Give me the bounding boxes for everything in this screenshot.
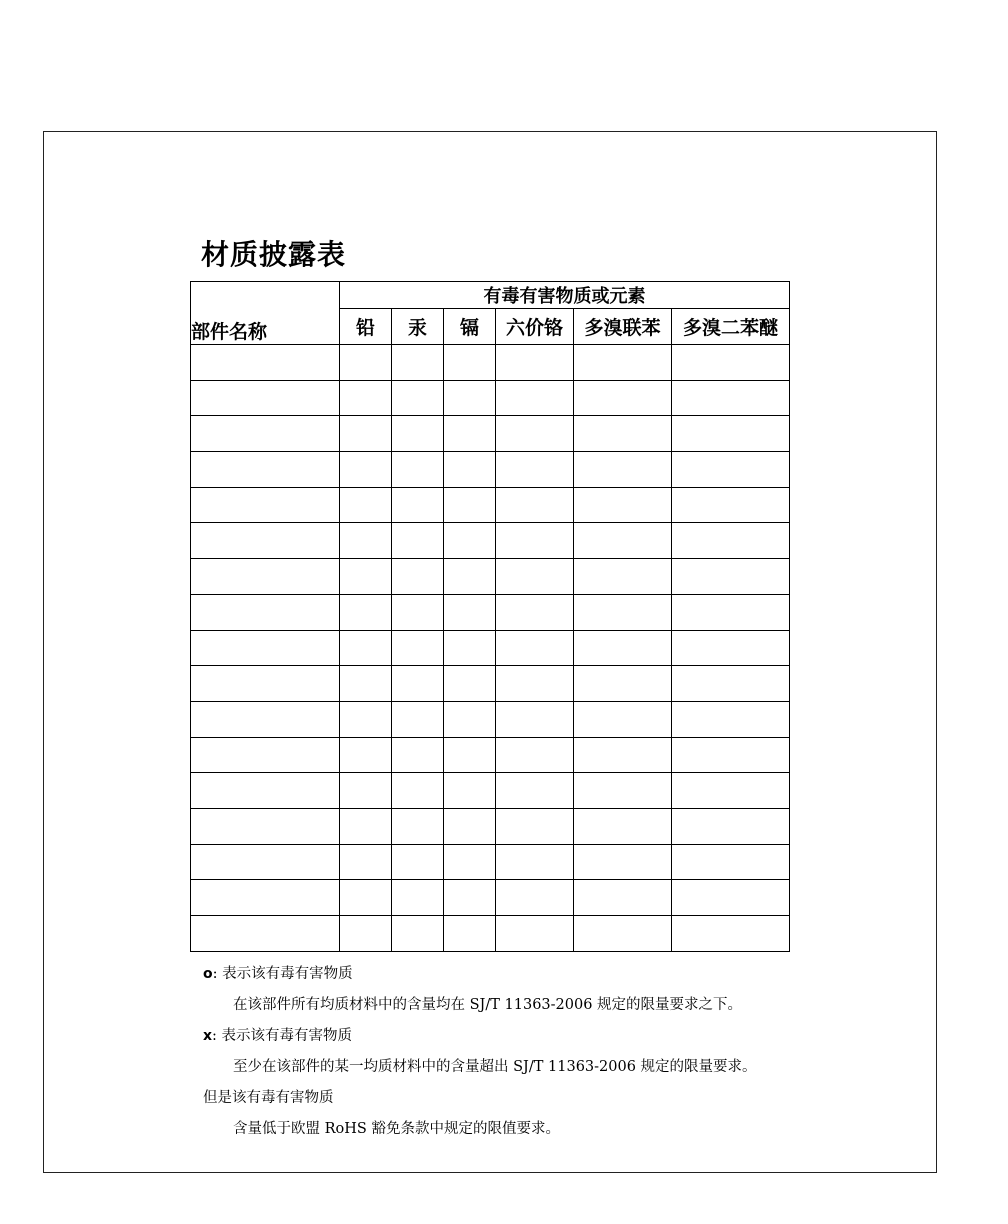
table-row: [191, 523, 790, 559]
part-name-cell: [191, 737, 340, 773]
substance-cell: [672, 844, 790, 880]
table-row: [191, 380, 790, 416]
substance-cell: [444, 880, 496, 916]
part-name-cell: [191, 844, 340, 880]
substance-cell: [574, 345, 672, 381]
part-name-cell: [191, 808, 340, 844]
substance-cell: [574, 487, 672, 523]
substance-cell: [392, 523, 444, 559]
substance-cell: [392, 630, 444, 666]
substance-cell: [392, 808, 444, 844]
note-x: [203, 1026, 757, 1057]
part-name-cell: [191, 523, 340, 559]
substance-cell: [496, 380, 574, 416]
part-name-cell: [191, 666, 340, 702]
substance-cell: [496, 880, 574, 916]
substance-cell: [444, 345, 496, 381]
substance-cell: [496, 594, 574, 630]
substance-cell: [574, 666, 672, 702]
substance-cell: [392, 594, 444, 630]
substance-header-mercury: 汞: [392, 309, 444, 345]
substance-cell: [574, 773, 672, 809]
substance-cell: [392, 916, 444, 952]
substance-cell: [392, 737, 444, 773]
substance-cell: [672, 523, 790, 559]
part-name-cell: [191, 452, 340, 488]
table-row: [191, 880, 790, 916]
substance-header-pbde: 多溴二苯醚: [672, 309, 790, 345]
substance-cell: [496, 452, 574, 488]
substance-cell: [496, 737, 574, 773]
notes-section: [203, 964, 757, 1150]
substance-cell: [672, 916, 790, 952]
substance-cell: [672, 773, 790, 809]
substance-cell: [672, 452, 790, 488]
substance-header-hexavalent-chromium: 六价铬: [496, 309, 574, 345]
substance-cell: [340, 630, 392, 666]
table-row: [191, 345, 790, 381]
table-row: [191, 916, 790, 952]
part-name-cell: [191, 487, 340, 523]
substance-cell: [444, 559, 496, 595]
substance-cell: [340, 880, 392, 916]
substance-cell: [574, 916, 672, 952]
substance-cell: [672, 345, 790, 381]
substance-cell: [574, 380, 672, 416]
substance-cell: [574, 880, 672, 916]
substance-cell: [444, 630, 496, 666]
substance-cell: [496, 523, 574, 559]
substance-cell: [444, 773, 496, 809]
substance-cell: [574, 523, 672, 559]
substance-cell: [496, 630, 574, 666]
substance-cell: [496, 666, 574, 702]
substance-cell: [444, 594, 496, 630]
table-row: [191, 416, 790, 452]
note-o: [203, 964, 757, 995]
substance-header-lead: 铅: [340, 309, 392, 345]
substance-cell: [444, 416, 496, 452]
substance-cell: [340, 380, 392, 416]
note-o-label: : 表示该有毒有害物质: [212, 966, 353, 982]
substance-cell: [392, 880, 444, 916]
symbol-x: x: [203, 1028, 213, 1044]
substance-cell: [444, 737, 496, 773]
substance-cell: [340, 808, 392, 844]
substance-cell: [392, 416, 444, 452]
part-name-cell: [191, 559, 340, 595]
substance-cell: [392, 701, 444, 737]
table-row: [191, 559, 790, 595]
substance-cell: [496, 916, 574, 952]
substance-cell: [672, 880, 790, 916]
document-title: 材质披露表: [201, 238, 347, 271]
table-body: [191, 345, 790, 952]
substance-cell: [496, 808, 574, 844]
substance-cell: [340, 844, 392, 880]
material-disclosure-table: [190, 281, 790, 952]
substance-header-cadmium: 镉: [444, 309, 496, 345]
part-name-cell: [191, 880, 340, 916]
table-row: [191, 594, 790, 630]
substance-cell: [574, 808, 672, 844]
table-row: [191, 808, 790, 844]
substance-cell: [444, 380, 496, 416]
substance-cell: [444, 916, 496, 952]
substance-cell: [496, 345, 574, 381]
substance-cell: [340, 737, 392, 773]
part-name-cell: [191, 380, 340, 416]
substance-cell: [392, 666, 444, 702]
part-name-cell: [191, 773, 340, 809]
substance-cell: [340, 452, 392, 488]
substance-cell: [340, 345, 392, 381]
note-but-detail: 含量低于欧盟 RoHS 豁免条款中规定的限值要求。: [233, 1121, 560, 1137]
substance-cell: [392, 844, 444, 880]
substance-cell: [444, 487, 496, 523]
part-name-header: 部件名称: [191, 282, 340, 345]
part-name-cell: [191, 916, 340, 952]
substance-cell: [496, 487, 574, 523]
hazardous-substances-header: 有毒有害物质或元素: [340, 282, 790, 309]
substance-cell: [340, 773, 392, 809]
table-row: [191, 737, 790, 773]
substance-cell: [672, 666, 790, 702]
substance-cell: [340, 594, 392, 630]
substance-cell: [444, 666, 496, 702]
note-o-detail: 在该部件所有均质材料中的含量均在 SJ/T 11363-2006 规定的限量要求之下。: [233, 997, 743, 1013]
note-x-label: : 表示该有毒有害物质: [212, 1028, 353, 1044]
substance-cell: [444, 808, 496, 844]
substance-cell: [672, 630, 790, 666]
substance-cell: [672, 594, 790, 630]
note-but: 但是该有毒有害物质: [203, 1090, 334, 1106]
substance-cell: [392, 345, 444, 381]
note-x-detail: 至少在该部件的某一均质材料中的含量超出 SJ/T 11363-2006 规定的限量要求。: [233, 1059, 757, 1075]
substance-header-pbb: 多溴联苯: [574, 309, 672, 345]
substance-cell: [340, 416, 392, 452]
symbol-o: o: [203, 966, 213, 982]
substance-cell: [672, 737, 790, 773]
table-row: [191, 630, 790, 666]
substance-cell: [444, 844, 496, 880]
table-row: [191, 773, 790, 809]
part-name-cell: [191, 630, 340, 666]
substance-cell: [574, 630, 672, 666]
substance-cell: [444, 452, 496, 488]
substance-cell: [672, 380, 790, 416]
substance-cell: [340, 559, 392, 595]
substance-cell: [574, 452, 672, 488]
substance-cell: [340, 523, 392, 559]
part-name-cell: [191, 416, 340, 452]
substance-cell: [672, 416, 790, 452]
substance-cell: [340, 487, 392, 523]
substance-cell: [574, 701, 672, 737]
substance-cell: [672, 701, 790, 737]
substance-cell: [392, 559, 444, 595]
substance-cell: [574, 737, 672, 773]
substance-cell: [496, 844, 574, 880]
substance-cell: [392, 452, 444, 488]
substance-cell: [496, 773, 574, 809]
table-row: [191, 666, 790, 702]
substance-cell: [672, 559, 790, 595]
substance-cell: [574, 416, 672, 452]
substance-cell: [574, 594, 672, 630]
substance-cell: [340, 666, 392, 702]
table-row: [191, 844, 790, 880]
table-row: [191, 487, 790, 523]
substance-cell: [340, 701, 392, 737]
substance-cell: [340, 916, 392, 952]
substance-cell: [574, 559, 672, 595]
part-name-cell: [191, 701, 340, 737]
substance-cell: [672, 808, 790, 844]
substance-cell: [496, 559, 574, 595]
part-name-cell: [191, 345, 340, 381]
table-row: [191, 452, 790, 488]
table-row: [191, 701, 790, 737]
part-name-cell: [191, 594, 340, 630]
substance-cell: [392, 773, 444, 809]
substance-cell: [672, 487, 790, 523]
substance-cell: [392, 380, 444, 416]
substance-cell: [496, 701, 574, 737]
substance-cell: [444, 523, 496, 559]
substance-cell: [444, 701, 496, 737]
substance-cell: [496, 416, 574, 452]
substance-cell: [574, 844, 672, 880]
substance-cell: [392, 487, 444, 523]
